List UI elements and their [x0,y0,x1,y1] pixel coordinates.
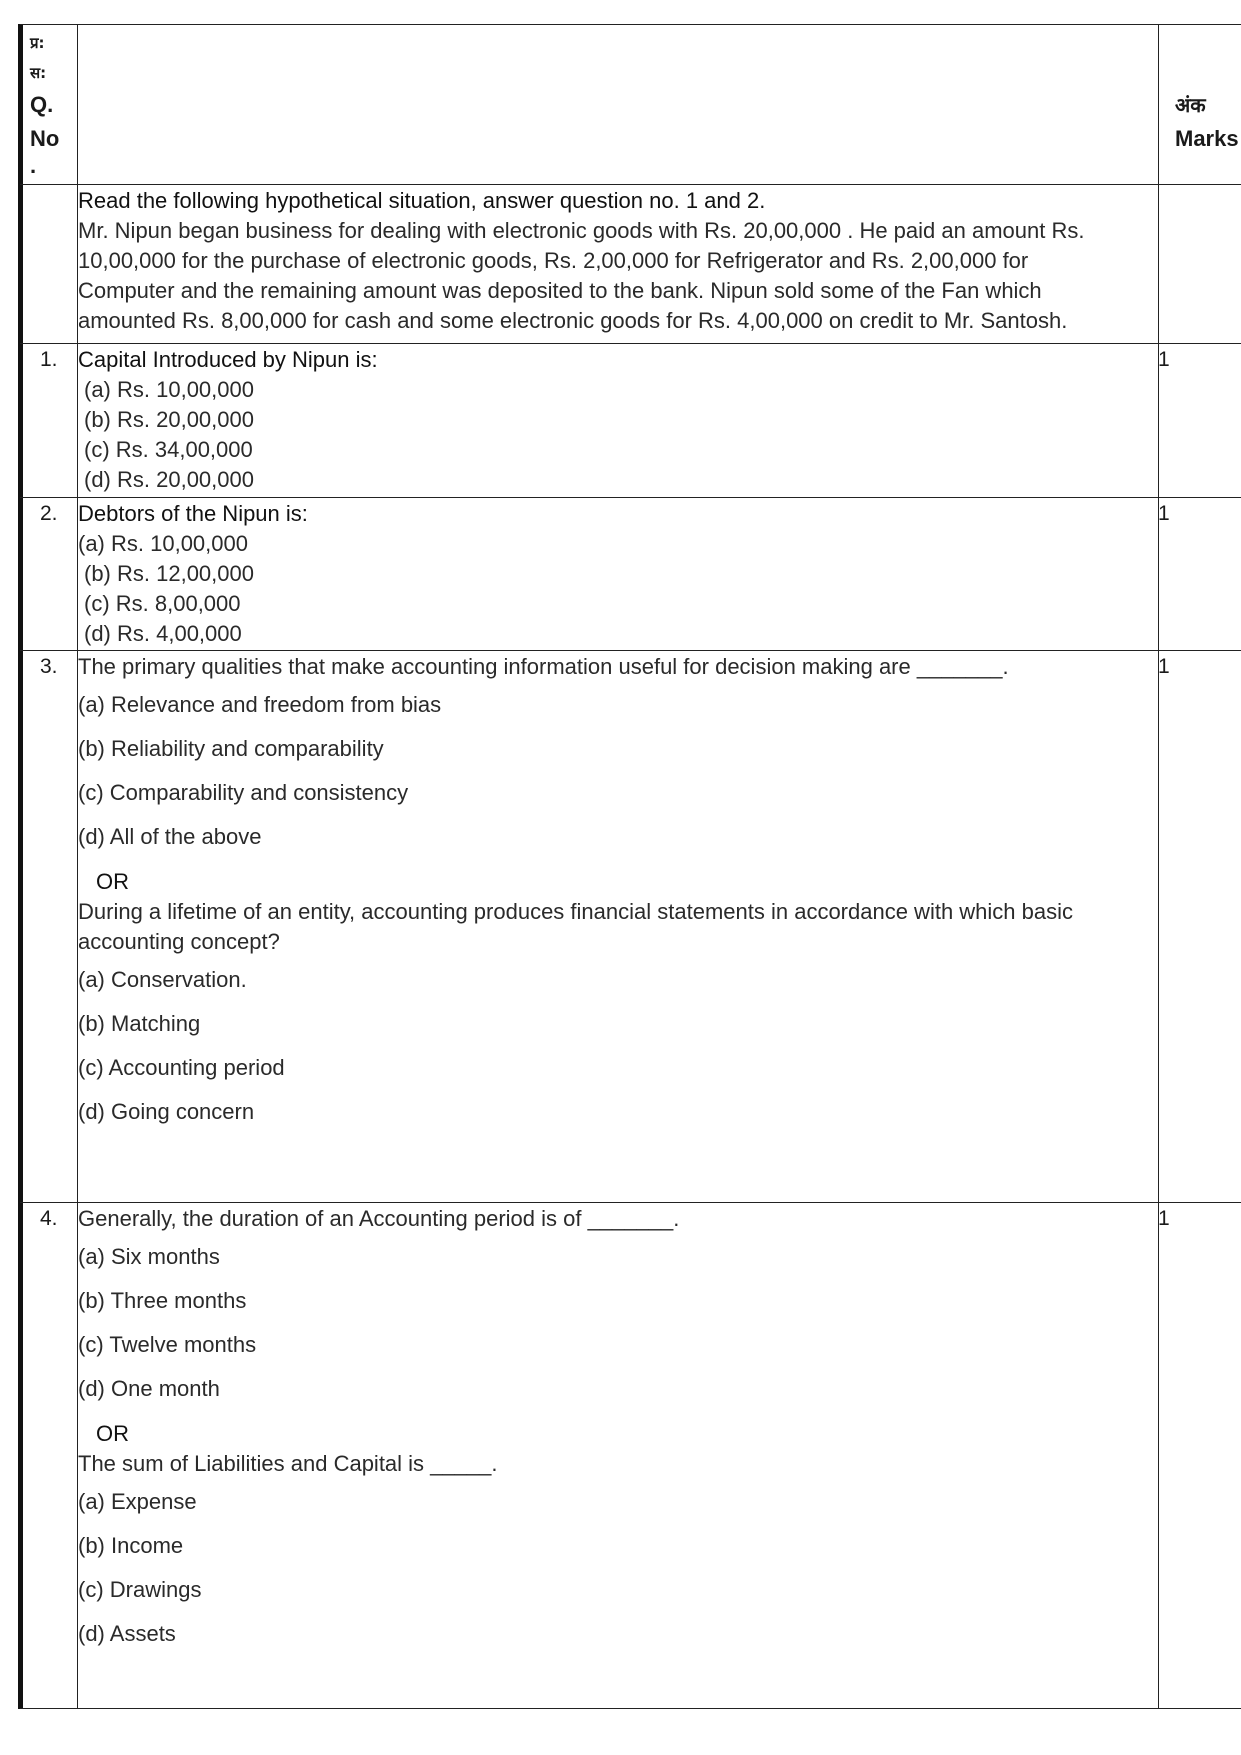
option-c: (c) Twelve months [78,1332,257,1357]
option-b: (b) Rs. 12,00,000 [84,561,254,586]
header-qno-en-2: No [30,126,60,151]
option-b: (b) Rs. 20,00,000 [84,407,254,432]
header-marks-en: Marks [1175,126,1239,151]
header-qno-hindi-2: स: [30,64,47,82]
passage [78,186,1148,336]
header-qno-en-1: Q. [30,92,54,117]
passage-line: Mr. Nipun began business for dealing with electronic goods with Rs. 20,00,000 . He paid an amount Rs. [78,218,1085,243]
alt-question-line: The sum of Liabilities and Capital is _____. [78,1451,498,1476]
alt-option-b: (b) Income [78,1533,184,1558]
option-a: (a) Rs. 10,00,000 [84,377,254,402]
question-marks: 1 [1158,655,1170,678]
passage-line: amounted Rs. 8,00,000 for cash and some electronic goods for Rs. 4,00,000 on credit to Mr. Santosh. [78,308,1068,333]
passage-intro: Read the following hypothetical situation, answer question no. 1 and 2. [78,188,766,213]
alt-option-a: (a) Expense [78,1489,197,1514]
row-divider [20,184,1241,185]
option-b: (b) Reliability and comparability [78,736,384,761]
question-marks: 1 [1158,502,1170,525]
alt-option-d: (d) Going concern [78,1099,255,1124]
left-margin-rule [18,24,23,1709]
passage-line: Computer and the remaining amount was deposited to the bank. Nipun sold some of the Fan which [78,278,1042,303]
row-divider [20,497,1241,498]
question-number: 3. [40,655,58,678]
row-divider [20,343,1241,344]
question-text: Debtors of the Nipun is: [78,501,308,526]
question-number: 1. [40,348,58,371]
header-marks-hindi: अंक [1175,93,1206,117]
question-number: 4. [40,1207,58,1230]
question-text: Capital Introduced by Nipun is: [78,347,378,372]
option-a: (a) Rs. 10,00,000 [78,531,248,556]
alt-option-d: (d) Assets [78,1621,176,1646]
option-b: (b) Three months [78,1288,247,1313]
passage-line: 10,00,000 for the purchase of electronic goods, Rs. 2,00,000 for Refrigerator and Rs. 2,00,000 for [78,248,1029,273]
option-d: (d) Rs. 4,00,000 [84,621,242,646]
header-qno-hindi-1: प्र: [30,34,45,52]
table-bottom-border [20,1708,1241,1709]
column-divider [1158,24,1159,1708]
option-a: (a) Six months [78,1244,220,1269]
option-c: (c) Rs. 8,00,000 [84,591,241,616]
option-c: (c) Rs. 34,00,000 [84,437,253,462]
question-1 [78,345,1148,495]
or-label: OR [96,869,129,894]
option-a: (a) Relevance and freedom from bias [78,692,442,717]
header-qno-cell [30,28,59,176]
question-text: Generally, the duration of an Accounting period is of _______. [78,1206,680,1231]
question-text: The primary qualities that make accounting information useful for decision making are _______. [78,654,1009,679]
option-d: (d) Rs. 20,00,000 [84,467,254,492]
table-top-border [20,24,1241,25]
row-divider [20,650,1241,651]
header-marks-cell [1175,88,1239,156]
question-4 [78,1204,1148,1656]
or-label: OR [96,1421,129,1446]
question-3 [78,652,1148,1134]
option-d: (d) All of the above [78,824,262,849]
alt-option-c: (c) Accounting period [78,1055,285,1080]
alt-option-a: (a) Conservation. [78,967,247,992]
question-marks: 1 [1158,1207,1170,1230]
row-divider [20,1202,1241,1203]
alt-question-line: During a lifetime of an entity, accounting produces financial statements in accordance with which basic [78,899,1074,924]
alt-option-b: (b) Matching [78,1011,201,1036]
header-qno-en-3: . [30,153,37,178]
question-marks: 1 [1158,348,1170,371]
option-d: (d) One month [78,1376,220,1401]
alt-question-line: accounting concept? [78,929,280,954]
question-2 [78,499,1148,649]
option-c: (c) Comparability and consistency [78,780,409,805]
question-number: 2. [40,502,58,525]
alt-option-c: (c) Drawings [78,1577,202,1602]
